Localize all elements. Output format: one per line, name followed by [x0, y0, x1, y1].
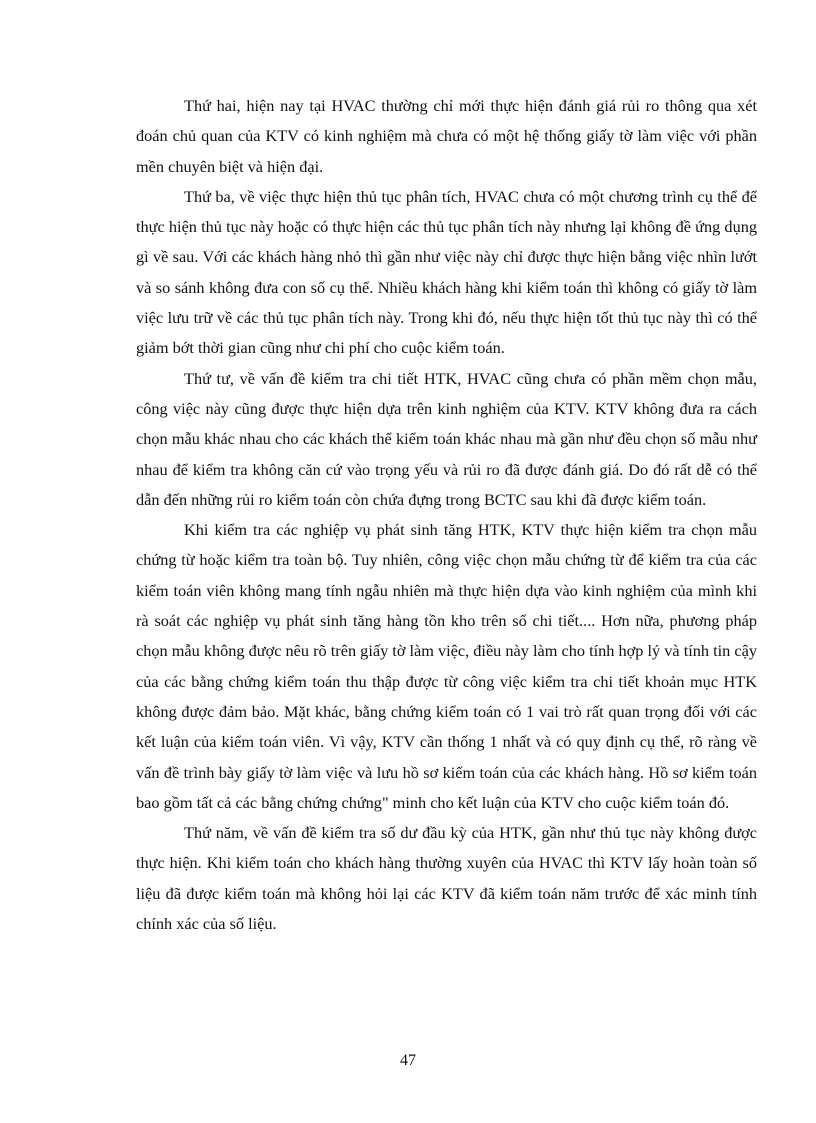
body-text: [136, 91, 757, 939]
paragraph-3: Thứ tư, về vấn đề kiểm tra chi tiết HTK, HVAC cũng chưa có phần mềm chọn mẫu, công việc này cũng được thực hiện dựa trên kinh nghiệm của KTV. KTV không đưa ra cách chọn mẫu khác nhau cho các khách thể kiểm toán khác nhau mà gần như đều chọn số mẫu như nhau để kiểm tra không căn cứ vào trọng yếu và rủi ro đã được đánh giá. Do đó rất dễ có thể dẫn đến những rủi ro kiểm toán còn chứa đựng trong BCTC sau khi đã được kiểm toán.: [136, 368, 757, 509]
paragraph-5: Thứ năm, về vấn đề kiểm tra số dư đầu kỳ của HTK, gần như thủ tục này không được thực hiện. Khi kiểm toán cho khách hàng thường xuyên của HVAC thì KTV lấy hoàn toàn số liệu đã được kiểm toán mà không hỏi lại các KTV đã kiểm toán năm trước để xác minh tính chính xác của số liệu.: [136, 823, 757, 934]
paragraph-4: Khi kiểm tra các nghiệp vụ phát sinh tăng HTK, KTV thực hiện kiểm tra chọn mẫu chứng từ hoặc kiểm tra toàn bộ. Tuy nhiên, công việc chọn mẫu chứng từ để kiểm tra của các kiểm toán viên không mang tính ngẫu nhiên mà thực hiện dựa vào kinh nghiệm của mình khi rà soát các nghiệp vụ phát sinh tăng hàng tồn kho trên sổ chi tiết.... Hơn nữa, phương pháp chọn mẫu không được nêu rõ trên giấy tờ làm việc, điều này làm cho tính hợp lý và tính tin cậy của các bằng chứng kiểm toán thu thập được từ công việc kiểm tra chi tiết khoản mục HTK không được đảm bảo. Mặt khác, bằng chứng kiểm toán có 1 vai trò rất quan trọng đối với các kết luận của kiểm toán viên. Vì vậy, KTV cần thống 1 nhất và có quy định cụ thể, rõ ràng về vấn đề trình bày giấy tờ làm việc và lưu hồ sơ kiểm toán của các khách hàng. Hồ sơ kiểm toán bao gồm tất cả các bằng chứng chứng" minh cho kết luận của KTV cho cuộc kiểm toán đó.: [136, 520, 757, 812]
paragraph-1: Thứ hai, hiện nay tại HVAC thường chỉ mới thực hiện đánh giá rủi ro thông qua xét đoán chủ quan của KTV có kinh nghiệm mà chưa có một hệ thống giấy tờ làm việc với phần mền chuyên biệt và hiện đại.: [136, 96, 757, 176]
paragraph-2: Thứ ba, về việc thực hiện thủ tục phân tích, HVAC chưa có một chương trình cụ thể để thực hiện thủ tục này hoặc có thực hiện các thủ tục phân tích này nhưng lại không đề ứng dụng gì về sau. Với các khách hàng nhỏ thì gần như việc này chỉ được thực hiện bằng việc nhìn lướt và so sánh không đưa con số cụ thể. Nhiều khách hàng khi kiểm toán thì không có giấy tờ làm việc lưu trữ về các thủ tục phân tích này. Trong khi đó, nếu thực hiện tốt thủ tục này thì có thể giảm bớt thời gian cũng như chi phí cho cuộc kiểm toán.: [136, 186, 757, 358]
page-number: 47: [400, 1052, 416, 1069]
